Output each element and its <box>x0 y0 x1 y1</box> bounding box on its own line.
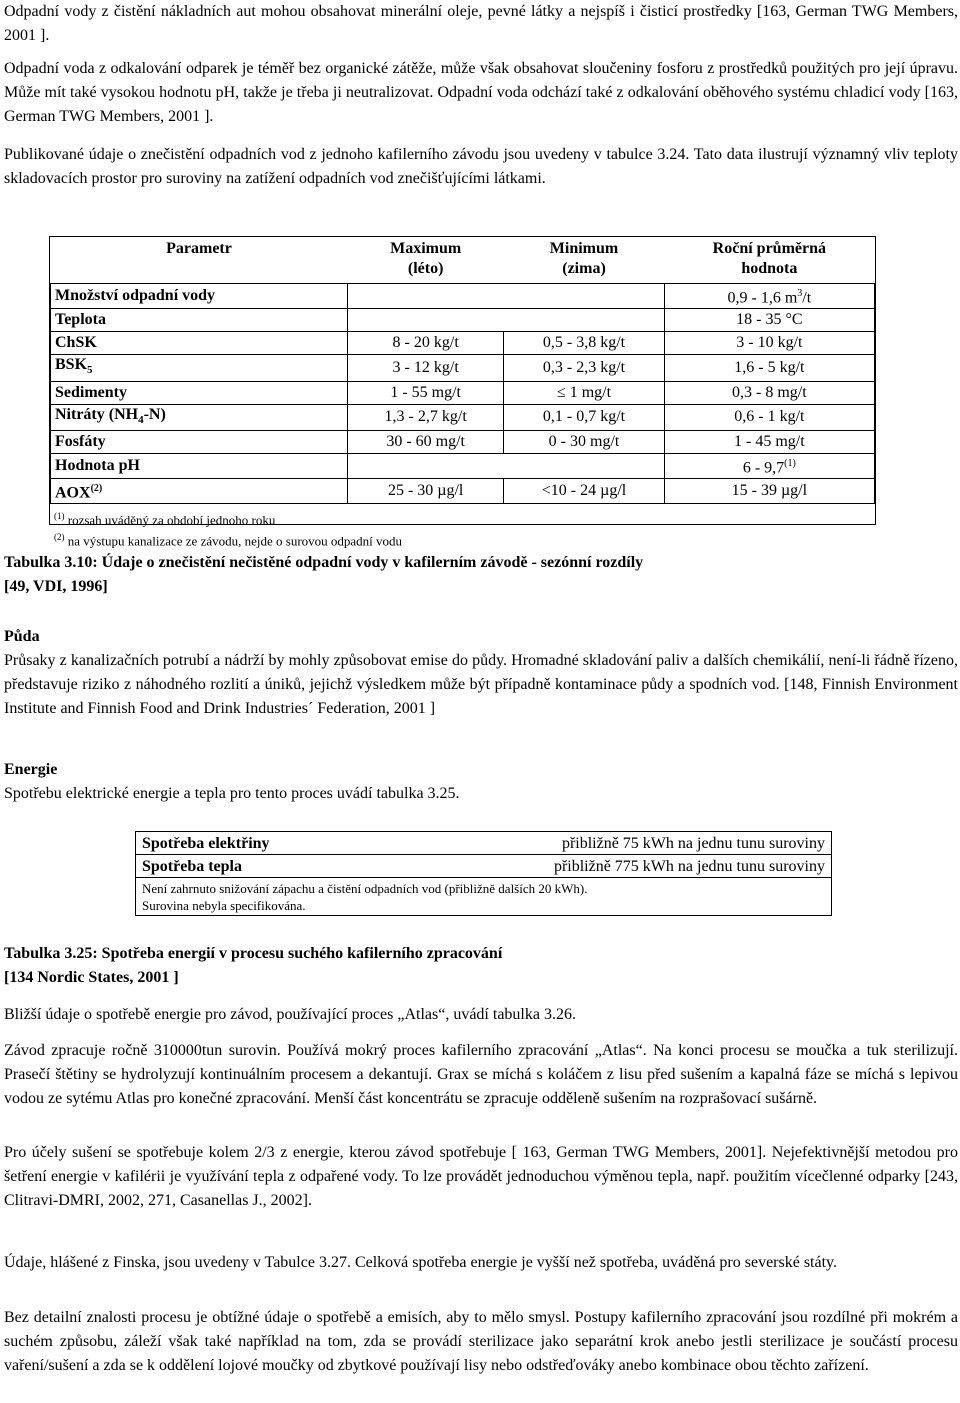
cell-max: 3 - 12 kg/t <box>348 355 504 381</box>
footnote: Surovina nebyla specifikována. <box>142 898 306 913</box>
wastewater-table <box>50 237 875 504</box>
row-label: Spotřeba tepla <box>136 855 365 878</box>
cell-avg: 18 - 35 °C <box>664 309 874 332</box>
section-heading: Energie <box>4 761 58 778</box>
wastewater-table-frame <box>49 236 876 549</box>
table-header-row <box>51 237 875 284</box>
cell-max: 25 - 30 µg/l <box>348 479 504 504</box>
row-value: přibližně 775 kWh na jednu tunu suroviny <box>365 855 831 878</box>
energy-table <box>136 832 831 878</box>
row-label: Teplota <box>51 309 348 332</box>
paragraph-published-data: Publikované údaje o znečistění odpadních vod z jednoho kafilerního závodu jsou uvedeny v tabulce 3.24. Tato data ilustrují významný vliv teploty skladovacích prostor pro suroviny na zatížení odpadních vod znečišťujícími látkami. <box>4 146 958 187</box>
header-maximum: Maximum (léto) <box>390 240 462 277</box>
cell-avg: 1,6 - 5 kg/t <box>664 355 874 381</box>
paragraph-truck-wastewater: Odpadní vody z čistění nákladních aut mohou obsahovat minerální oleje, pevné látky a nejspíš i čisticí prostředky [163, German TWG Members, 2001 ]. <box>4 3 958 44</box>
cell-avg: 6 - 9,7$^{(1)}$ <box>664 453 874 478</box>
header-parametr: Parametr <box>166 240 232 257</box>
paragraph-evaporator-blowdown: Odpadní voda z odkalování odparek je téměř bez organické zátěže, může však obsahovat sloučeniny fosforu z prostředků použitých pro její úpravu. Může mít také vysokou hodnotu pH, takže je třeba ji neutralizovat. Odpadní voda odchází také z odkalování oběhového systému chladicí vody [163, German TWG Members, 2001 ]. <box>4 60 958 125</box>
cell-empty <box>348 284 665 309</box>
footnote: Není zahrnuto snižování zápachu a čistění odpadních vod (přibližně dalších 20 kWh). <box>142 881 588 896</box>
row-label: Množství odpadní vody <box>51 284 348 309</box>
cell-min: ≤ 1 mg/t <box>504 381 664 404</box>
table-footnotes <box>50 504 875 549</box>
table-row <box>51 284 875 309</box>
table-caption: Tabulka 3.10: Údaje o znečistění nečistěné odpadní vody v kafilerním závodě - sezónní rozdíly [49, VDI, 1996] <box>4 554 644 595</box>
row-label: ChSK <box>51 332 348 355</box>
row-label: AOX$^{(2)}$ <box>51 479 348 504</box>
cell-avg: 3 - 10 kg/t <box>664 332 874 355</box>
cell-avg: 0,9 - 1,6 $m^3/t$ <box>664 284 874 309</box>
row-label: $BSK_5$ <box>51 355 348 381</box>
table-row <box>51 309 875 332</box>
table-caption: Tabulka 3.25: Spotřeba energií v procesu suchého kafilerního zpracování [134 Nordic States, 2001 ] <box>4 945 503 986</box>
row-label: Fosfáty <box>51 430 348 453</box>
paragraph-plant-process: Závod zpracuje ročně 310000tun surovin. Používá mokrý proces kafilerního zpracování „Atlas“. Na konci procesu se moučka a tuk sterilizují. Prasečí štětiny se hydrolyzují kontinuálním procesem a dekantují. Grax se míchá s koláčem z lisu před sušením a kapalná fáze se míchá s lepivou vodou ze sytému Atlas pro konečné zpracování. Menší část koncentrátu se zpracuje odděleně sušením na rozprašovací sušárně. <box>4 1042 958 1107</box>
cell-avg: 15 - 39 µg/l <box>664 479 874 504</box>
table-row <box>136 832 831 855</box>
row-label: Sedimenty <box>51 381 348 404</box>
cell-max: 1 - 55 mg/t <box>348 381 504 404</box>
cell-min: <10 - 24 µg/l <box>504 479 664 504</box>
soil-section <box>4 625 958 721</box>
table-row <box>51 430 875 453</box>
cell-empty <box>348 309 665 332</box>
cell-max: 8 - 20 kg/t <box>348 332 504 355</box>
table-row <box>51 404 875 430</box>
row-value: přibližně 75 kWh na jednu tunu suroviny <box>365 832 831 855</box>
paragraph-finland: Údaje, hlášené z Finska, jsou uvedeny v Tabulce 3.27. Celková spotřeba energie je vyšší než spotřeba, uváděná pro severské státy. <box>4 1254 838 1271</box>
row-label: Nitráty $(NH_4-N)$ <box>51 404 348 430</box>
header-annual-average: Roční průměrná hodnota <box>712 240 826 277</box>
table-row <box>51 381 875 404</box>
table-row <box>51 479 875 504</box>
cell-avg: 0,6 - 1 kg/t <box>664 404 874 430</box>
table-row <box>51 332 875 355</box>
cell-avg: 0,3 - 8 mg/t <box>664 381 874 404</box>
table-row <box>51 453 875 478</box>
cell-max: 30 - 60 mg/t <box>348 430 504 453</box>
cell-max: 1,3 - 2,7 kg/t <box>348 404 504 430</box>
cell-empty <box>348 453 665 478</box>
table-row <box>136 855 831 878</box>
paragraph-drying-energy: Pro účely sušení se spotřebuje kolem 2/3 z energie, kterou závod spotřebuje [ 163, German TWG Members, 2001]. Nejefektivnější metodou pro šetření energie v kafilérii je využívání tepla z odpařené vody. To lze provádět jednoduchou výměnou tepla, např. použitím vícečlenné odparky [243, Clitravi-DMRI, 2002, 271, Casanellas J., 2002]. <box>4 1144 958 1209</box>
footnote: $^{(2)}$ na výstupu kanalizace ze závodu, nejde o surovou odpadní vodu <box>54 531 403 549</box>
row-label: Spotřeba elektřiny <box>136 832 365 855</box>
footnote: $^{(1)}$ rozsah uváděný za období jednoho roku <box>54 511 276 528</box>
cell-min: 0,5 - 3,8 kg/t <box>504 332 664 355</box>
cell-min: 0,3 - 2,3 kg/t <box>504 355 664 381</box>
cell-avg: 1 - 45 mg/t <box>664 430 874 453</box>
paragraph-soil: Průsaky z kanalizačních potrubí a nádrží by mohly způsobovat emise do půdy. Hromadné skladování paliv a dalších chemikálií, není-li řádně řízeno, představuje riziko z náhodného rozlití a úniků, jejichž výsledkem může být případně kontaminace půdy a spodních vod. [148, Finnish Environment Institute and Finnish Food and Drink Industries´ Federation, 2001 ] <box>4 652 958 717</box>
energy-table-frame <box>135 831 832 916</box>
header-minimum: Minimum (zima) <box>549 240 619 277</box>
paragraph-atlas-ref: Bližší údaje o spotřebě energie pro závod, používající proces „Atlas“, uvádí tabulka 3.26. <box>4 1006 576 1023</box>
paragraph-process-differences: Bez detailní znalosti procesu je obtížné údaje o spotřebě a emisích, aby to mělo smysl. Postupy kafilerního zpracování jsou rozdílné při mokrém a suchém způsobu, záleží však také například na tom, zda se provádí sterilizace jako separátní krok anebo jestli sterilizace je součástí procesu vaření/sušení a zda se k oddělení lojové moučky od zbytkové používají lisy nebo odstřeďováky anebo kombinace obou těchto zařízení. <box>4 1309 958 1374</box>
section-heading: Půda <box>4 628 40 645</box>
table-footnotes <box>136 878 831 914</box>
cell-min: 0,1 - 0,7 kg/t <box>504 404 664 430</box>
row-label: Hodnota pH <box>51 453 348 478</box>
table-row <box>51 355 875 381</box>
paragraph-energy: Spotřebu elektrické energie a tepla pro tento proces uvádí tabulka 3.25. <box>4 785 460 802</box>
energy-section <box>4 758 958 806</box>
cell-min: 0 - 30 mg/t <box>504 430 664 453</box>
